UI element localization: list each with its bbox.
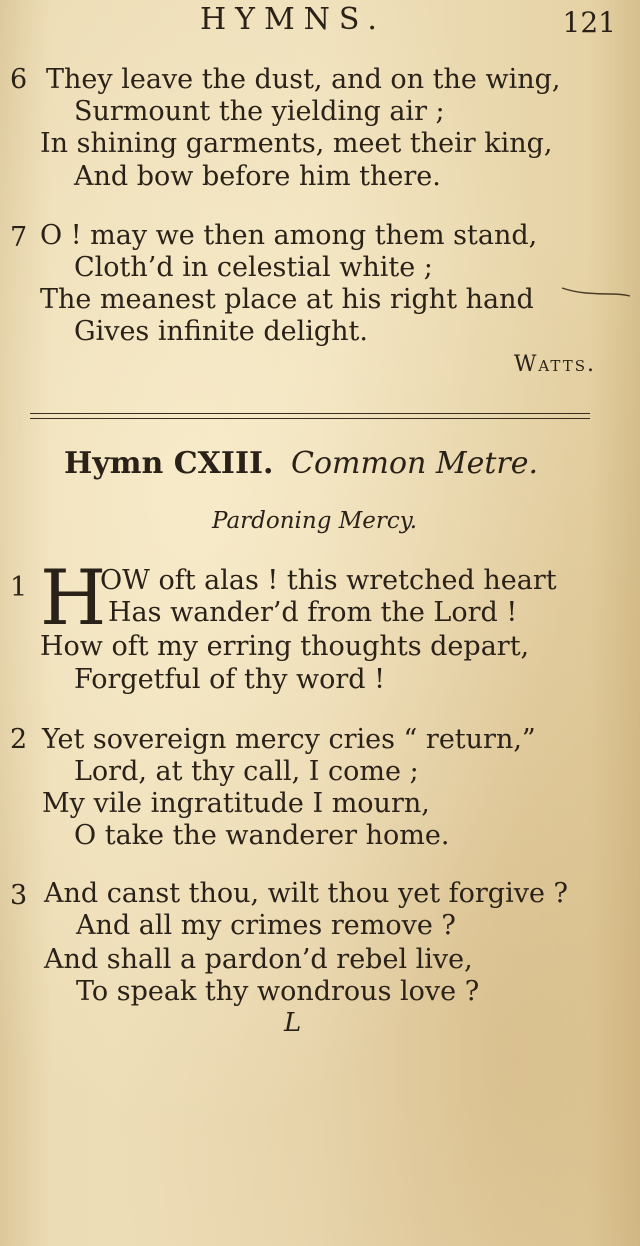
verse-line: O take the wanderer home. xyxy=(74,820,450,851)
verse-line: Has wander’d from the Lord ! xyxy=(108,597,518,628)
divider-rule xyxy=(30,413,590,414)
hymn-metre: Common Metre. xyxy=(291,446,539,481)
attribution: Watts. xyxy=(513,352,596,377)
stanza-number: 1 xyxy=(10,572,28,603)
divider-rule xyxy=(30,418,590,419)
verse-line: OW oft alas ! this wretched heart xyxy=(100,565,557,596)
page-number: 121 xyxy=(562,6,616,39)
stanza-number: 6 xyxy=(10,64,28,95)
verse-line: O ! may we then among them stand, xyxy=(40,220,538,251)
ink-mark-decoration xyxy=(560,284,632,298)
stanza-number: 2 xyxy=(10,724,28,755)
verse-line: Forgetful of thy word ! xyxy=(74,664,386,695)
hymn-title xyxy=(64,446,538,481)
verse-line: Lord, at thy call, I come ; xyxy=(74,756,419,787)
running-head: HYMNS. xyxy=(200,2,386,37)
verse-line: In shining garments, meet their king, xyxy=(40,128,553,159)
verse-line: And shall a pardon’d rebel live, xyxy=(44,944,473,975)
verse-line: Gives infinite delight. xyxy=(74,316,368,347)
drop-cap: H xyxy=(40,553,107,642)
verse-line: Yet sovereign mercy cries “ return,” xyxy=(42,724,536,755)
stanza-number: 7 xyxy=(10,222,28,253)
verse-line: The meanest place at his right hand xyxy=(40,284,534,315)
signature-mark: L xyxy=(284,1008,302,1038)
verse-line: To speak thy wondrous love ? xyxy=(76,976,480,1007)
verse-line: Surmount the yielding air ; xyxy=(74,96,445,127)
verse-line: They leave the dust, and on the wing, xyxy=(46,64,561,95)
verse-line: Cloth’d in celestial white ; xyxy=(74,252,433,283)
verse-line: How oft my erring thoughts depart, xyxy=(40,631,530,662)
verse-line: My vile ingratitude I mourn, xyxy=(42,788,430,819)
hymn-subject: Pardoning Mercy. xyxy=(212,508,418,534)
stanza-number: 3 xyxy=(10,880,28,911)
hymn-number: Hymn CXIII. xyxy=(64,446,274,481)
verse-line: And all my crimes remove ? xyxy=(76,910,456,941)
verse-line: And bow before him there. xyxy=(74,161,441,192)
verse-line: And canst thou, wilt thou yet forgive ? xyxy=(44,878,569,909)
